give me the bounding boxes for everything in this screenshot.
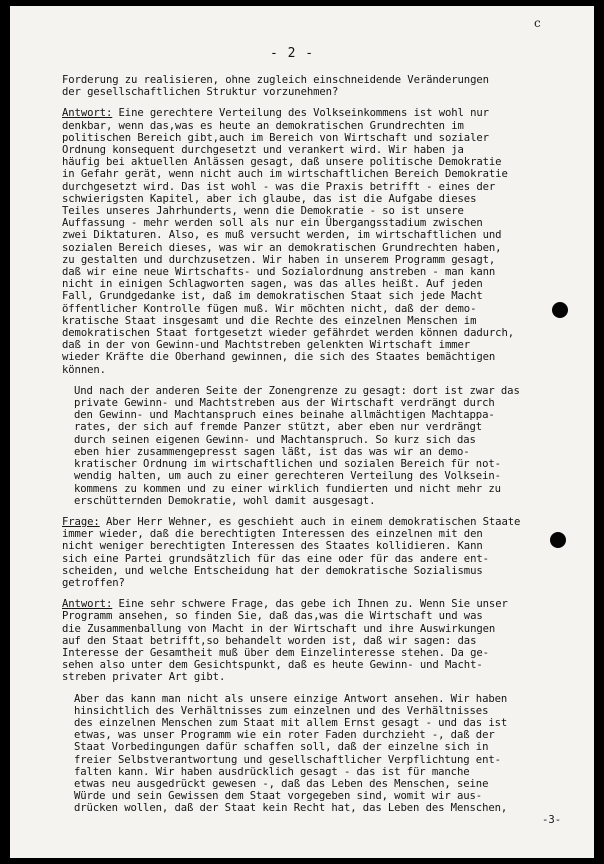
text-line xyxy=(62,577,594,589)
punch-hole-lower xyxy=(550,532,566,548)
text-line xyxy=(62,120,594,132)
line-text: wieder Kräfte die Oberhand gewinnen, die sich des Staates bemächtigen xyxy=(62,351,496,364)
line-text: durch seinen eigenen Gewinn- und Machtanspruch. So kurz sich das xyxy=(74,433,476,446)
text-line xyxy=(74,802,594,814)
text-line xyxy=(62,229,594,241)
text-line xyxy=(62,553,594,565)
paragraph xyxy=(62,74,594,98)
line-text: Interesse der Gesamtheit muß über dem Einzelinteresse stehen. Da ge- xyxy=(62,646,489,659)
text-line xyxy=(62,364,594,376)
text-line xyxy=(62,339,594,351)
line-text: den Gewinn- und Machtanspruch eines beinahe allmächtigen Machtappa- xyxy=(74,409,495,422)
text-line xyxy=(62,132,594,144)
line-text: etwas, was unser Programm wie ein roter Faden durchzieht -, daß der xyxy=(74,729,495,742)
line-text: Und nach der anderen Seite der Zonengrenze zu gesagt: dort ist zwar das xyxy=(74,384,520,397)
line-text: Würde und sein Gewissen dem Staat vorgegeben sind, womit wir aus- xyxy=(74,790,483,803)
line-text: daß in der von Gewinn-und Machtstreben gelenkten Wirtschaft immer xyxy=(62,339,471,352)
text-line xyxy=(62,671,594,683)
line-text: kommens zu kommen und zu einer wirklich fundierten und nicht mehr zu xyxy=(74,482,501,495)
text-line xyxy=(62,303,594,315)
text-line xyxy=(74,705,594,717)
line-text: kratische Staat insgesamt und die Rechte des einzelnen Menschen im xyxy=(62,314,477,327)
text-line xyxy=(74,778,594,790)
line-text: drücken wollen, daß der Staat kein Recht hat, das Leben des Menschen, xyxy=(74,802,508,815)
line-text: etwas neu ausgedrückt gewesen -, daß das Leben des Menschen, seine xyxy=(74,777,489,790)
line-text: politischen Bereich gibt,auch im Bereich von Wirtschaft und sozialer xyxy=(62,131,489,144)
text-line xyxy=(62,205,594,217)
line-text: eben hier zusammengepresst sagen läßt, ist das was wir an demo- xyxy=(74,445,470,458)
line-text: hinsichtlich des Verhältnisses zum einzelnen und des Verhältnisses xyxy=(74,704,489,717)
line-text: häufig bei aktuellen Anlässen gesagt, daß unsere politische Demokratie xyxy=(62,156,502,169)
text-line xyxy=(74,693,594,705)
text-line xyxy=(62,647,594,659)
text-line xyxy=(62,315,594,327)
text-line xyxy=(74,446,594,458)
text-line xyxy=(62,516,594,528)
text-line xyxy=(62,540,594,552)
line-text: Eine sehr schwere Frage, das gebe ich Ihnen zu. Wenn Sie unser xyxy=(112,598,508,611)
line-text: Ordnung konsequent durchgesetzt und verankert wird. Wir haben ja xyxy=(62,144,464,157)
text-line xyxy=(74,385,594,397)
text-line xyxy=(62,351,594,363)
continuation-marker: -3- xyxy=(542,814,562,826)
text-line xyxy=(74,766,594,778)
paragraph xyxy=(62,516,594,589)
text-line xyxy=(62,266,594,278)
line-text: in Gefahr gerät, wenn nicht auch im wirtschaftlichen Bereich Demokratie xyxy=(62,168,508,181)
text-line xyxy=(74,409,594,421)
line-text: nicht in einigen Schlagworten sagen, was das alles heißt. Auf jeden xyxy=(62,278,483,291)
line-text: können. xyxy=(62,363,106,376)
body-text xyxy=(62,74,594,824)
line-text: rates, der sich auf fremde Panzer stützt, aber eben nur verdrängt xyxy=(74,421,483,434)
text-line xyxy=(62,193,594,205)
line-text: durchgesetzt wird. Das ist wohl - was die Praxis betrifft - eines der xyxy=(62,180,496,193)
text-line xyxy=(62,278,594,290)
text-line xyxy=(62,254,594,266)
line-text: falten kann. Wir haben ausdrücklich gesagt - das ist für manche xyxy=(74,765,470,778)
speaker-label: Antwort: xyxy=(62,107,113,120)
line-text: demokratischen Staat fortgesetzt wieder gefährdet werden können dadurch, xyxy=(62,327,515,340)
line-text: Auffassung - mehr werden soll als nur ein Übergangsstadium zwischen xyxy=(62,217,483,230)
line-text: streben privater Art gibt. xyxy=(62,671,226,684)
text-line xyxy=(62,290,594,302)
text-line xyxy=(74,434,594,446)
line-text: öffentlicher Kontrolle fügen muß. Wir möchten nicht, daß der demo- xyxy=(62,302,477,315)
text-line xyxy=(62,86,594,98)
line-text: sich eine Partei grundsätzlich für das eine oder für das andere ent- xyxy=(62,552,489,565)
corner-mark: c xyxy=(534,16,541,30)
text-line xyxy=(62,598,594,610)
line-text: erschütternden Demokratie, wohl damit ausgesagt. xyxy=(74,494,376,507)
text-line xyxy=(62,242,594,254)
line-text: schwierigsten Kapitel, aber ich glaube, das ist die Aufgabe dieses xyxy=(62,192,477,205)
line-text: der gesellschaftlichen Struktur vorzunehmen? xyxy=(62,86,339,99)
line-text: Eine gerechtere Verteilung des Volkseinkommens ist wohl nur xyxy=(112,107,489,120)
text-line xyxy=(74,470,594,482)
line-text: daß wir eine neue Wirtschafts- und Sozialordnung anstreben - man kann xyxy=(62,266,496,279)
text-line xyxy=(74,741,594,753)
text-line xyxy=(62,565,594,577)
text-line xyxy=(74,421,594,433)
line-text: Forderung zu realisieren, ohne zugleich einschneidende Veränderungen xyxy=(62,74,489,86)
punch-hole-upper xyxy=(552,302,568,318)
text-line xyxy=(74,483,594,495)
text-line xyxy=(62,528,594,540)
line-text: getroffen? xyxy=(62,576,125,589)
line-text: zu gestalten und durchzusetzen. Wir haben in unserem Programm gesagt, xyxy=(62,253,496,266)
text-line xyxy=(74,717,594,729)
text-line xyxy=(74,458,594,470)
line-text: denkbar, wenn das,was es heute an demokratischen Grundrechten im xyxy=(62,119,464,132)
line-text: des einzelnen Menschen zum Staat mit allem Ernst gesagt - und das ist xyxy=(74,716,508,729)
text-line xyxy=(62,610,594,622)
line-text: freier Selbstverantwortung und gesellschaftlicher Verpflichtung ent- xyxy=(74,753,501,766)
line-text: die Zusammenballung von Macht in der Wirtschaft und ihre Auswirkungen xyxy=(62,622,496,635)
speaker-label: Antwort: xyxy=(62,598,113,611)
line-text: Staat Vorbedingungen dafür schaffen soll, daß der einzelne sich in xyxy=(74,741,489,754)
document-page xyxy=(10,6,594,858)
text-line xyxy=(62,144,594,156)
text-line xyxy=(62,635,594,647)
text-line xyxy=(74,790,594,802)
line-text: zwei Diktaturen. Also, es muß versucht werden, im wirtschaftlichen und xyxy=(62,229,502,242)
line-text: Programm ansehen, so finden Sie, daß das,was die Wirtschaft und was xyxy=(62,610,483,623)
line-text: Aber das kann man nicht als unsere einzige Antwort ansehen. Wir haben xyxy=(74,692,508,705)
line-text: immer wieder, daß die berechtigten Interessen des einzelnen mit den xyxy=(62,528,483,541)
paragraph xyxy=(62,385,594,507)
text-line xyxy=(62,156,594,168)
line-text: private Gewinn- und Machtstreben aus der Wirtschaft verdrängt durch xyxy=(74,397,495,410)
text-line xyxy=(62,623,594,635)
line-text: Fall, Grundgedanke ist, daß im demokratischen Staat sich jede Macht xyxy=(62,290,483,303)
text-line xyxy=(62,74,594,86)
line-text: sozialen Bereich dieses, was wir an demokratischen Grundrechten haben, xyxy=(62,241,502,254)
text-line xyxy=(62,168,594,180)
paragraph xyxy=(62,693,594,815)
text-line xyxy=(62,659,594,671)
text-line xyxy=(62,181,594,193)
text-line xyxy=(62,217,594,229)
paragraph xyxy=(62,598,594,683)
text-line xyxy=(74,495,594,507)
line-text: kratischer Ordnung im wirtschaftlichen und sozialen Bereich für not- xyxy=(74,458,501,471)
line-text: scheiden, und welche Entscheidung hat der demokratische Sozialismus xyxy=(62,564,483,577)
page-number: - 2 - xyxy=(270,46,315,61)
line-text: nicht weniger berechtigten Interessen des Staates kollidieren. Kann xyxy=(62,540,483,553)
text-line xyxy=(74,397,594,409)
line-text: Teiles unseres Jahrhunderts, wenn die Demokratie - so ist unsere xyxy=(62,205,464,218)
line-text: wendig halten, um auch zu einer gerechteren Verteilung des Volksein- xyxy=(74,470,501,483)
text-line xyxy=(74,729,594,741)
paragraph xyxy=(62,107,594,375)
speaker-label: Frage: xyxy=(62,515,100,528)
text-line xyxy=(62,327,594,339)
line-text: Aber Herr Wehner, es geschieht auch in einem demokratischen Staate xyxy=(99,515,521,528)
line-text: auf den Staat betrifft,so behandelt worden ist, daß wir sagen: das xyxy=(62,634,477,647)
text-line xyxy=(74,754,594,766)
text-line xyxy=(62,107,594,119)
line-text: sehen also unter dem Gesichtspunkt, daß es heute Gewinn- und Macht- xyxy=(62,659,483,672)
